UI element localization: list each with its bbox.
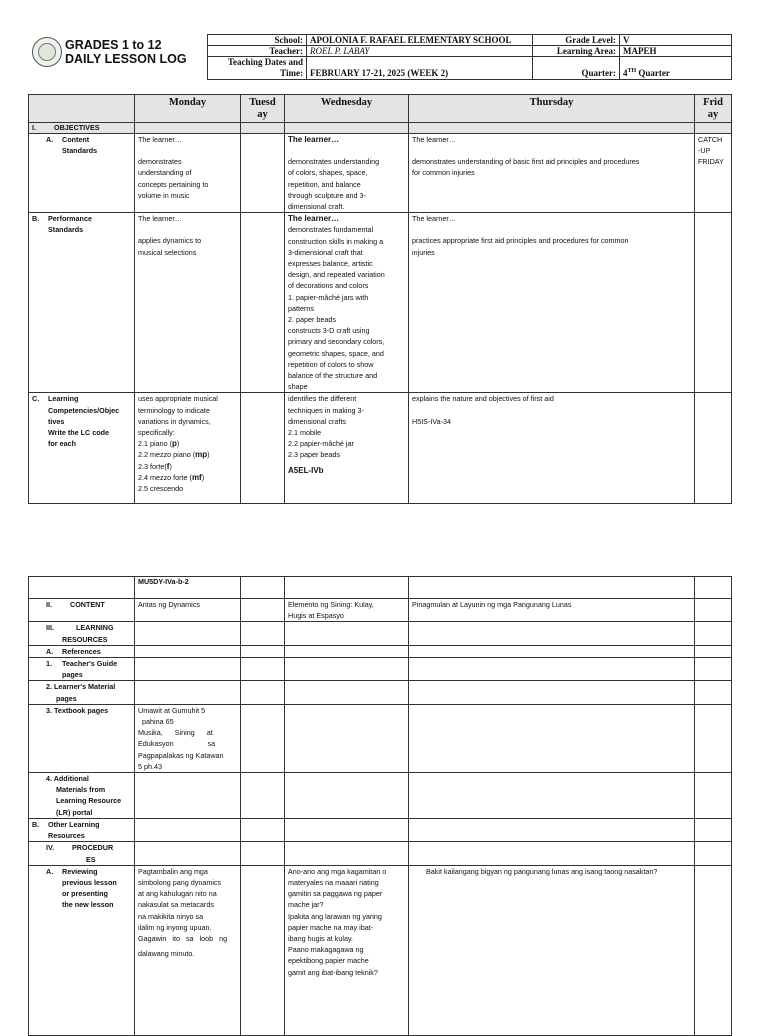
resources-num: III. — [46, 623, 54, 633]
day-header-thursday: Thursday — [409, 95, 695, 123]
or-blank-tue — [241, 819, 285, 842]
objectives-blank-mon — [135, 123, 241, 134]
pr-blank-tue — [241, 842, 285, 865]
performance-standards-thursday — [409, 213, 695, 393]
learning-competencies-friday — [695, 393, 732, 504]
text-line: nakasulat sa metacards — [138, 900, 214, 910]
learning-resources-label — [29, 622, 135, 645]
tb-blank-tue — [241, 704, 285, 772]
tb-blank-thu — [409, 704, 695, 772]
text-line: 2.1 mobile — [288, 428, 322, 438]
content-standards-wednesday — [285, 134, 409, 213]
text-line: Bakit kailangang bigyan ng pangunang lunas ang isang taong nasaktan? — [426, 866, 658, 876]
quarter-number: 4 — [623, 68, 628, 78]
or-blank-thu — [409, 819, 695, 842]
text-line: of decorations and colors — [288, 281, 369, 291]
lm-blank-thu — [409, 681, 695, 704]
reviewing-friday — [695, 865, 732, 1035]
references-blank-mon — [135, 645, 241, 657]
text-line — [138, 472, 237, 483]
reviewing-wednesday — [285, 865, 409, 1035]
pr-blank-mon — [135, 842, 241, 865]
other-l1: Other Learning — [48, 820, 100, 830]
other-num: B. — [32, 820, 40, 830]
text-line: 2.2 papier-mâché jar — [288, 439, 354, 449]
tg-blank-tue — [241, 658, 285, 681]
text-line: -UP — [698, 146, 711, 156]
competencies-l2: Competencies/Objec — [48, 405, 120, 415]
text-line: for common injuries — [412, 168, 475, 178]
references-blank-fri — [695, 645, 732, 657]
text-line — [138, 438, 237, 449]
text-line: The learner… — [412, 214, 456, 224]
references-num: A. — [46, 646, 54, 656]
am-blank-mon — [135, 773, 241, 819]
resources-blank-thu — [409, 622, 695, 645]
quarter-suffix: TH — [627, 68, 637, 74]
am-blank-fri — [695, 773, 732, 819]
text-line: musical selections — [138, 247, 197, 257]
objectives-blank-tue — [241, 123, 285, 134]
resources-blank-fri — [695, 622, 732, 645]
learners-material-l1: 2. Learner's Material — [46, 682, 116, 692]
text-line: The learner… — [288, 214, 340, 224]
resources-blank-tue — [241, 622, 285, 645]
references-blank-tue — [241, 645, 285, 657]
lm-blank-wed — [285, 681, 409, 704]
text-line: at ang kahulugan nito na — [138, 889, 217, 899]
references-title: References — [62, 646, 101, 656]
content-tuesday — [241, 599, 285, 622]
music-lc-code: MU5DY-IVa-b-2 — [135, 577, 241, 599]
competencies-l3: tives — [48, 416, 65, 426]
content-num: II. — [46, 600, 52, 609]
quarter-value — [620, 57, 732, 80]
competencies-num: C. — [32, 394, 40, 404]
pr-blank-wed — [285, 842, 409, 865]
text-line: The learner… — [412, 135, 456, 144]
text-line: design, and repeated variation — [288, 270, 385, 280]
text-part: 2.3 forte( — [138, 461, 167, 471]
text-line: Elemento ng Sining: Kulay, — [288, 600, 374, 609]
deped-seal-logo — [32, 37, 62, 67]
text-line: 5 ph.43 — [138, 761, 162, 771]
content-standards-friday — [695, 134, 732, 213]
text-part: ) — [176, 439, 180, 449]
teacher-label: Teacher: — [208, 46, 307, 57]
text-line: na makikita ninyo sa — [138, 911, 204, 921]
text-line: 2.5 crescendo — [138, 484, 184, 494]
objectives-section-label — [29, 123, 135, 134]
content-monday: Antas ng Dynamics — [135, 599, 241, 622]
text-line: expresses balance, artistic — [288, 259, 373, 269]
reviewing-l3: or presenting — [62, 889, 108, 899]
text-line: constructs 3-D craft using — [288, 326, 370, 336]
text-line: construction skills in making a — [288, 236, 384, 246]
performance-standards-l1: Performance — [48, 214, 92, 224]
teaching-dates-label — [208, 57, 307, 80]
title-line-2: DAILY LESSON LOG — [65, 52, 187, 66]
additional-l3: Learning Resource — [56, 796, 122, 806]
text-line: Gagawin ito sa loob ng — [138, 934, 228, 944]
school-label: School: — [208, 35, 307, 46]
content-wednesday — [285, 599, 409, 622]
lm-blank-mon — [135, 681, 241, 704]
lc-code: A5EL-IVb — [288, 465, 324, 475]
teaching-dates-label-line2: Time: — [280, 68, 303, 78]
competencies-l4: Write the LC code — [48, 428, 109, 438]
competencies-l1: Learning — [48, 394, 79, 404]
teachers-guide-num: 1. — [46, 659, 52, 669]
teaching-dates-value: FEBRUARY 17-21, 2025 (WEEK 2) — [307, 57, 533, 80]
performance-standards-num: B. — [32, 214, 40, 224]
am-blank-wed — [285, 773, 409, 819]
or-blank-mon — [135, 819, 241, 842]
procedures-l2: ES — [86, 854, 96, 864]
content-standards-l1: Content — [62, 135, 90, 144]
learning-area-label: Learning Area: — [533, 46, 620, 57]
text-line: dimensional crafts — [288, 416, 346, 426]
code-row-wed — [285, 577, 409, 599]
document-title — [65, 38, 187, 66]
text-line: pahina 65 — [142, 717, 174, 727]
reviewing-l2: previous lesson — [62, 878, 117, 888]
text-line: concepts pertaining to — [138, 179, 209, 189]
learning-competencies-thursday — [409, 393, 695, 504]
text-line: gamit ang ibat-ibang teknik? — [288, 967, 378, 977]
text-line: 2. paper beads — [288, 315, 336, 325]
text-line: Pagtambalin ang mga — [138, 866, 208, 876]
tg-blank-mon — [135, 658, 241, 681]
day-header-tuesday — [241, 95, 285, 123]
text-line: practices appropriate first aid principles and procedures for common — [412, 236, 629, 246]
objectives-num: I. — [32, 123, 36, 132]
text-line: through sculpture and 3- — [288, 190, 366, 200]
tuesday-line2: ay — [257, 109, 268, 120]
text-line: understanding of — [138, 168, 192, 178]
additional-l1: 4. Additional — [46, 774, 89, 784]
text-line: Edukasyon sa — [138, 739, 216, 749]
performance-standards-wednesday — [285, 213, 409, 393]
textbook-pages-label — [29, 704, 135, 772]
tb-blank-wed — [285, 704, 409, 772]
text-line: balance of the structure and — [288, 371, 378, 381]
text-line: 2.3 paper beads — [288, 450, 340, 460]
text-part: ) — [207, 450, 210, 460]
text-part: ) — [169, 461, 172, 471]
competencies-l5: for each — [48, 439, 76, 449]
other-l2: Resources — [48, 831, 85, 841]
teachers-guide-l2: pages — [62, 670, 83, 680]
text-line: demonstrates understanding — [288, 157, 380, 167]
code-row-fri — [695, 577, 732, 599]
dynamics-symbol: mf — [191, 472, 202, 482]
teacher-value: ROEL P. LABAY — [307, 46, 533, 57]
references-blank-thu — [409, 645, 695, 657]
content-section-label — [29, 599, 135, 622]
teaching-dates-label-line1: Teaching Dates and — [227, 57, 303, 67]
resources-blank-mon — [135, 622, 241, 645]
text-line: geometric shapes, space, and — [288, 348, 384, 358]
text-line: demonstrates understanding of basic first aid principles and procedures — [412, 157, 640, 167]
text-line: injuries — [412, 247, 435, 257]
other-resources-label — [29, 819, 135, 842]
text-line: uses appropriate musical — [138, 394, 218, 404]
teachers-guide-l1: Teacher's Guide — [62, 659, 118, 669]
dynamics-symbol: mp — [195, 450, 208, 460]
day-header-monday: Monday — [135, 95, 241, 123]
text-line: Musika, Sining at — [138, 728, 213, 738]
lm-blank-tue — [241, 681, 285, 704]
content-standards-num: A. — [46, 135, 54, 144]
school-value: APOLONIA F. RAFAEL ELEMENTARY SCHOOL — [307, 35, 533, 46]
learning-area-value: MAPEH — [620, 46, 732, 57]
objectives-blank-wed — [285, 123, 409, 134]
text-line: Pagpapalakas ng Katawan — [138, 750, 224, 760]
text-line: papier mache na may ibat- — [288, 922, 374, 932]
text-line: variations in dynamics, — [138, 416, 211, 426]
text-line — [138, 461, 237, 472]
reviewing-tuesday — [241, 865, 285, 1035]
text-line: ilalim ng inyong upuan. — [138, 922, 212, 932]
lesson-log-table — [28, 94, 732, 504]
text-line: materyales na maaari nating — [288, 878, 379, 888]
tg-blank-thu — [409, 658, 695, 681]
text-line: identifies the different — [288, 394, 357, 404]
am-blank-tue — [241, 773, 285, 819]
title-line-1: GRADES 1 to 12 — [65, 38, 162, 52]
text-line: explains the nature and objectives of first aid — [412, 394, 554, 404]
learning-competencies-wednesday — [285, 393, 409, 504]
dynamics-symbol: f — [166, 461, 170, 471]
pr-blank-thu — [409, 842, 695, 865]
text-part: 2.1 piano ( — [138, 439, 172, 449]
day-header-friday — [695, 95, 732, 123]
text-line: volume in music — [138, 190, 190, 200]
learning-competencies-tuesday — [241, 393, 285, 504]
text-line: dalawang minuto. — [138, 949, 195, 959]
dynamics-symbol: p — [171, 439, 177, 449]
text-line: terminology to indicate — [138, 405, 210, 415]
text-part: 2.4 mezzo forte ( — [138, 472, 192, 482]
text-line: The learner… — [138, 214, 182, 224]
text-line: FRIDAY — [698, 157, 724, 167]
code-row-label — [29, 577, 135, 599]
text-line: simbolong pang dynamics — [138, 878, 222, 888]
text-line: techniques in making 3- — [288, 405, 364, 415]
text-line: Hugis at Espasyo — [288, 611, 344, 621]
day-header-wednesday: Wednesday — [285, 95, 409, 123]
text-line: of colors, shapes, space, — [288, 168, 368, 178]
reviewing-lesson-label — [29, 865, 135, 1035]
friday-line1: Frid — [703, 97, 723, 108]
text-line: Paano makagagawa ng — [288, 945, 364, 955]
objectives-blank-thu — [409, 123, 695, 134]
lm-blank-fri — [695, 681, 732, 704]
lc-code: H5IS-IVa-34 — [412, 416, 452, 426]
learning-competencies-monday — [135, 393, 241, 504]
text-line: primary and secondary colors, — [288, 337, 385, 347]
content-standards-monday — [135, 134, 241, 213]
resources-l2: RESOURCES — [62, 634, 108, 644]
text-line: Umawit at Gumuhit 5 — [138, 705, 206, 715]
text-line: The learner… — [288, 135, 340, 144]
text-line: ibang hugis at kulay. — [288, 934, 353, 944]
text-line — [138, 449, 237, 460]
text-line: gamitin sa paggawa ng paper — [288, 889, 383, 899]
reviewing-l4: the new lesson — [62, 900, 114, 910]
text-line: applies dynamics to — [138, 236, 202, 246]
code-row-thu — [409, 577, 695, 599]
additional-materials-label — [29, 773, 135, 819]
content-friday — [695, 599, 732, 622]
reviewing-num: A. — [46, 866, 54, 876]
tb-blank-fri — [695, 704, 732, 772]
references-blank-wed — [285, 645, 409, 657]
pr-blank-fri — [695, 842, 732, 865]
text-line: dimensional craft. — [288, 202, 345, 212]
performance-standards-friday — [695, 213, 732, 393]
content-standards-tuesday — [241, 134, 285, 213]
resources-l1: LEARNING — [76, 623, 114, 633]
additional-l2: Materials from — [56, 785, 106, 795]
reviewing-monday — [135, 865, 241, 1035]
text-line: patterns — [288, 303, 314, 313]
content-standards-l2: Standards — [62, 146, 98, 156]
quarter-word: Quarter — [638, 68, 670, 78]
grade-level-label: Grade Level: — [533, 35, 620, 46]
quarter-label: Quarter: — [533, 57, 620, 80]
text-line: specifically: — [138, 428, 175, 438]
performance-standards-label — [29, 213, 135, 393]
reviewing-l1: Reviewing — [62, 866, 98, 876]
reviewing-thursday — [409, 865, 695, 1035]
procedures-l1: PROCEDUR — [72, 843, 114, 853]
content-standards-thursday — [409, 134, 695, 213]
text-line: CATCH — [698, 135, 723, 144]
textbook-label: 3. Textbook pages — [46, 705, 109, 715]
text-line: demonstrates — [138, 157, 182, 167]
objectives-blank-fri — [695, 123, 732, 134]
code-row-tue — [241, 577, 285, 599]
text-line: The learner… — [138, 135, 182, 144]
learners-material-l2: pages — [56, 693, 77, 703]
text-line: 1. papier-mâché jars with — [288, 292, 369, 302]
content-title: CONTENT — [70, 600, 105, 609]
procedures-num: IV. — [46, 843, 55, 853]
resources-blank-wed — [285, 622, 409, 645]
or-blank-wed — [285, 819, 409, 842]
text-line: repetition, and balance — [288, 179, 361, 189]
text-part: ) — [201, 472, 205, 482]
am-blank-thu — [409, 773, 695, 819]
text-line: 3-dimensional craft that — [288, 247, 363, 257]
grade-level-value: V — [620, 35, 732, 46]
teachers-guide-label — [29, 658, 135, 681]
content-thursday: Pinagmulan at Layunin ng mga Pangunang Lunas — [409, 599, 695, 622]
lesson-log-table-continued — [28, 576, 732, 1036]
content-standards-label — [29, 134, 135, 213]
textbook-monday — [135, 704, 241, 772]
corner-cell — [29, 95, 135, 123]
performance-standards-l2: Standards — [48, 225, 84, 235]
learning-competencies-label — [29, 393, 135, 504]
performance-standards-tuesday — [241, 213, 285, 393]
additional-l4: (LR) portal — [56, 807, 93, 817]
learners-material-label — [29, 681, 135, 704]
text-line: Ano-ano ang mga kagamitan o — [288, 866, 387, 876]
header-info-table — [207, 34, 732, 80]
tg-blank-fri — [695, 658, 732, 681]
objectives-title: OBJECTIVES — [54, 123, 100, 132]
performance-standards-monday — [135, 213, 241, 393]
text-line: epektibong papier mache — [288, 956, 369, 966]
text-line: demonstrates fundamental — [288, 225, 374, 235]
text-line: Ipakita ang larawan ng yaring — [288, 911, 382, 921]
text-line: shape — [288, 382, 308, 392]
text-line: mache jar? — [288, 900, 324, 910]
procedures-label — [29, 842, 135, 865]
or-blank-fri — [695, 819, 732, 842]
text-part: 2.2 mezzo piano ( — [138, 450, 196, 460]
tg-blank-wed — [285, 658, 409, 681]
tuesday-line1: Tuesd — [249, 97, 276, 108]
text-line: repetition of colors to show — [288, 359, 374, 369]
friday-line2: ay — [707, 109, 719, 120]
references-label — [29, 645, 135, 657]
